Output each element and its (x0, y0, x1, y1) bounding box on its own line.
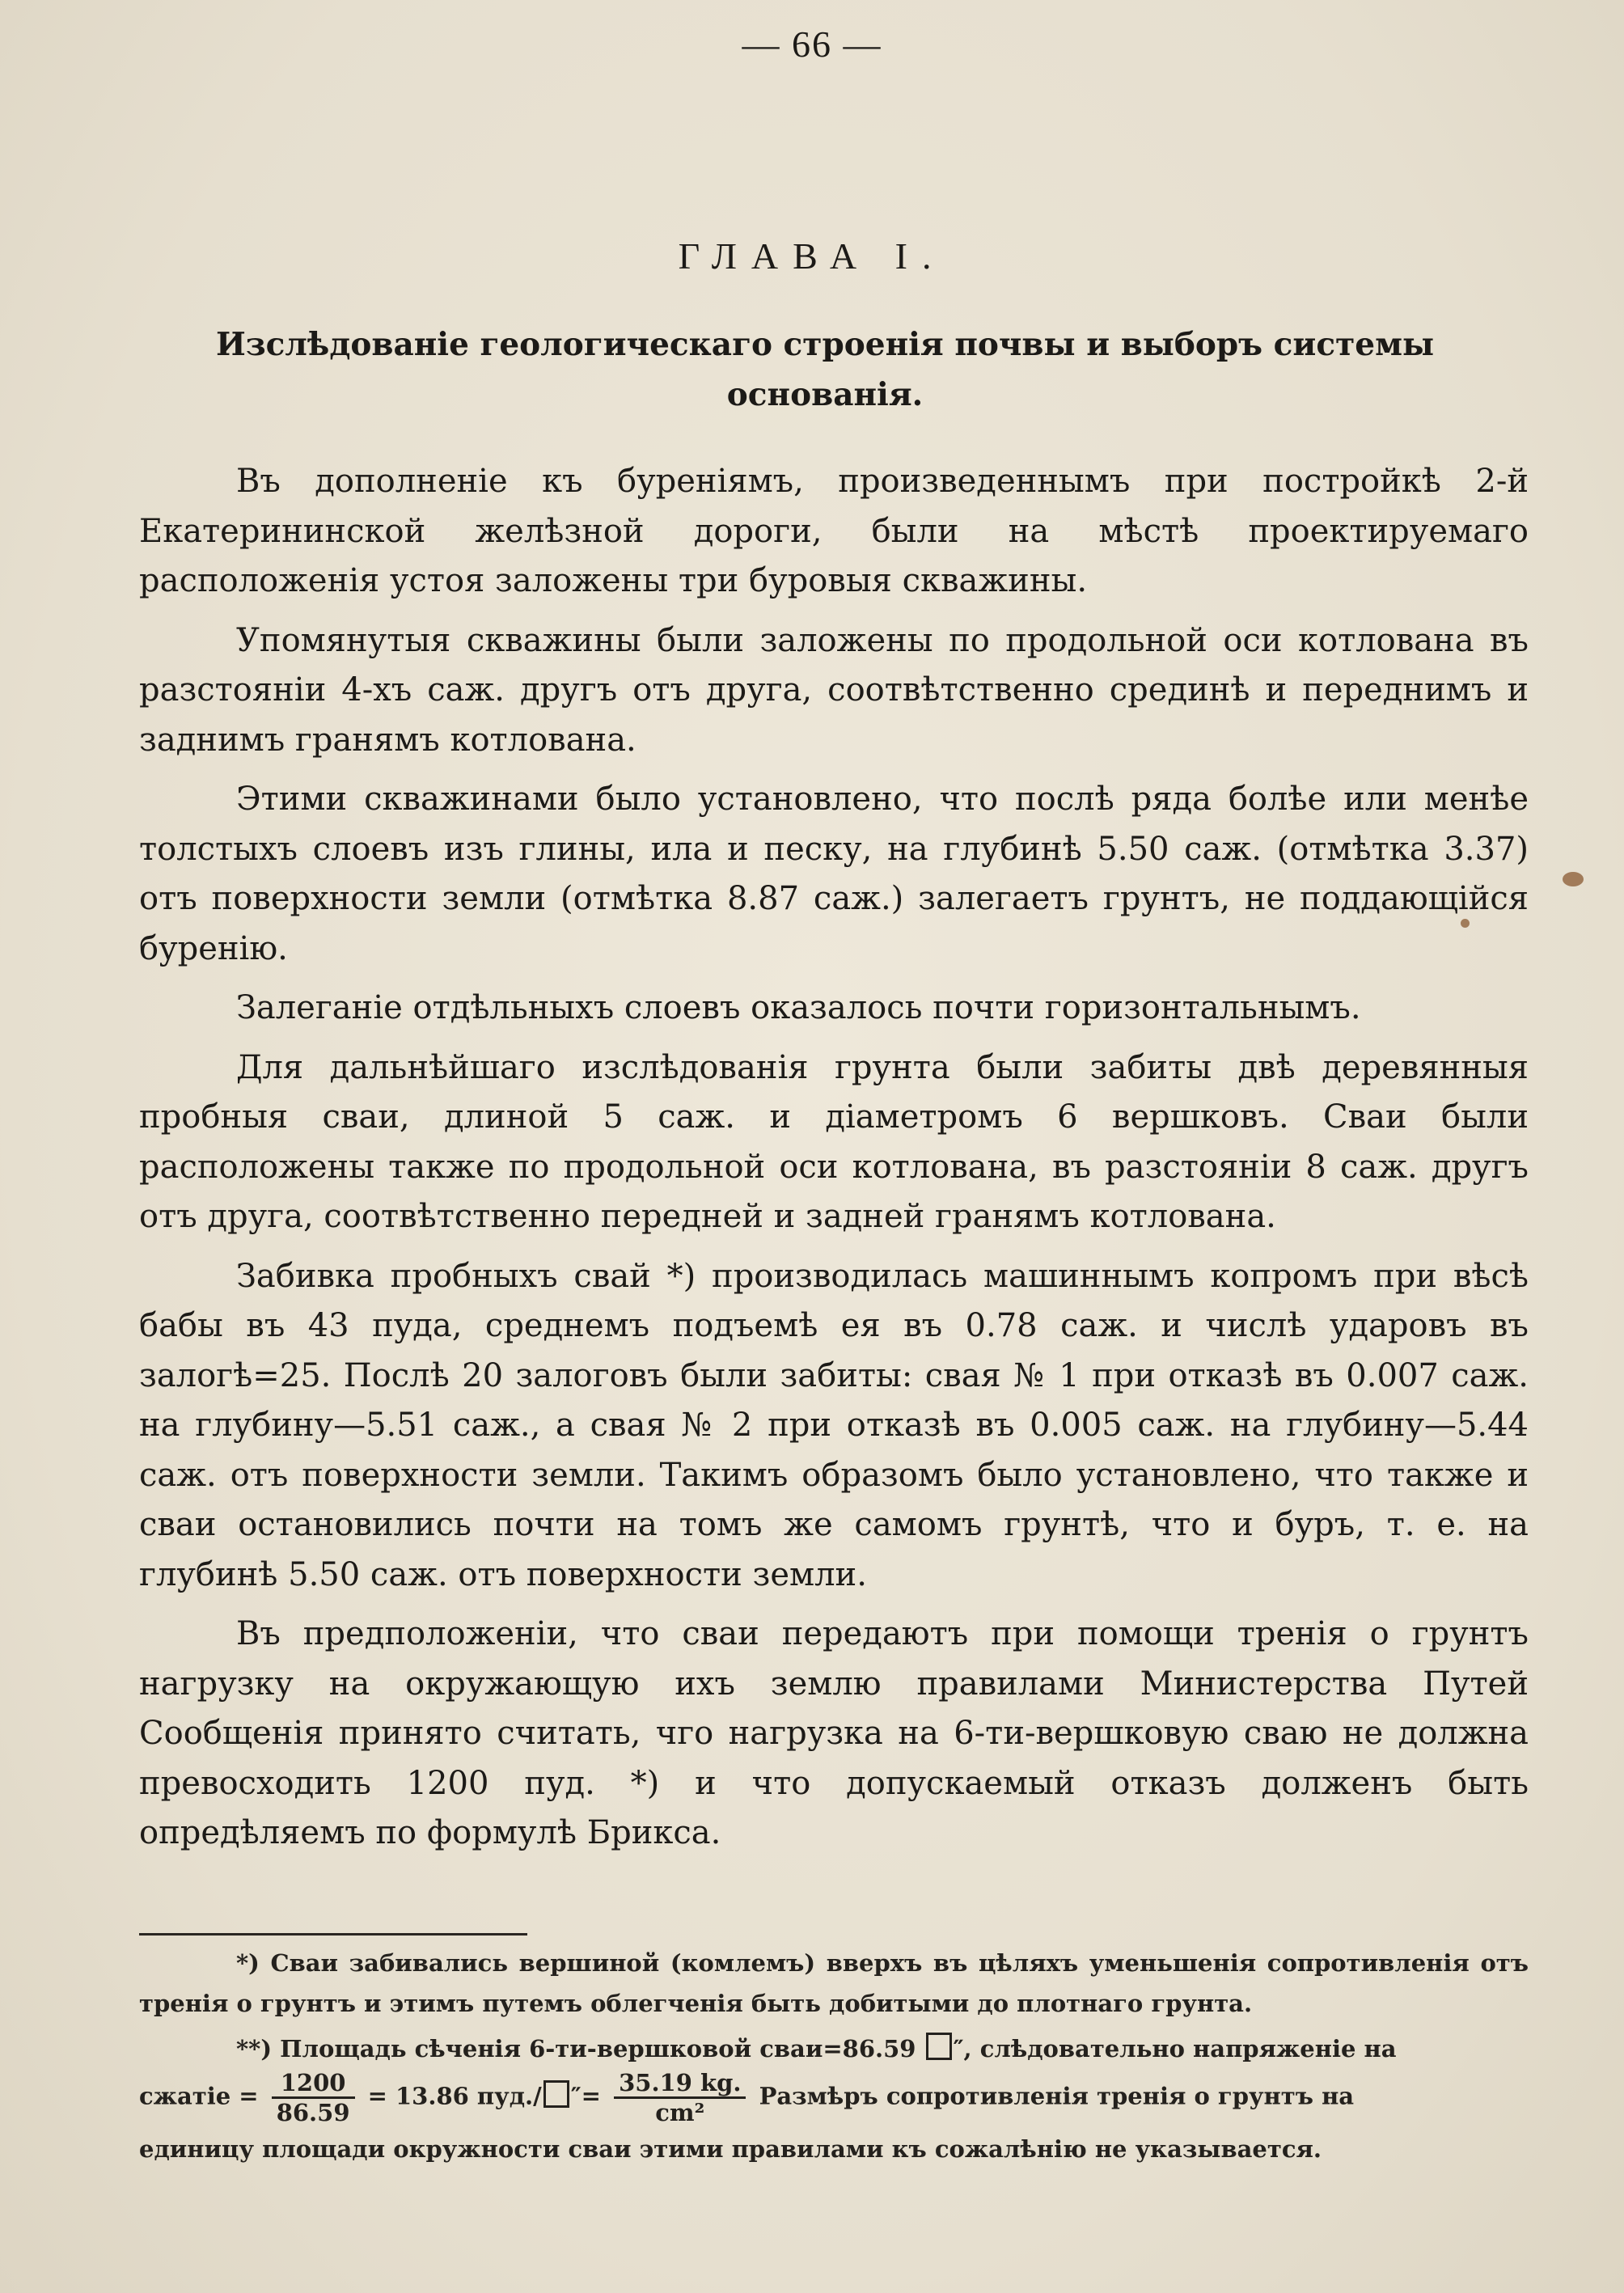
paragraph-7: Въ предположеніи, что сваи передаютъ при помощи тренія о грунтъ нагрузку на окружающую ихъ землю правилами Министерства Путей Сообщенія принято считать, чго нагрузка на 6-ти-вершковую сваю не должна превосходить 1200 пуд. *) и что допускаемый отказъ долженъ быть опредѣляемъ по формулѣ Брикса. (139, 1615, 1529, 1851)
footnote-2-unit: ″, слѣдовательно напряженіе на (953, 2035, 1397, 2062)
footnote-2-intro (139, 2029, 1529, 2069)
page-number: — 66 — (742, 23, 882, 65)
paragraph-2: Упомянутыя скважины были заложены по продольной оси котлована въ разстояніи 4-хъ саж. другъ отъ друга, соотвѣтственно срединѣ и переднимъ и заднимъ гранямъ котлована. (139, 621, 1529, 759)
fraction-1 (272, 2069, 355, 2126)
paragraph-4: Залеганіе отдѣльныхъ слоевъ оказалось почти горизонтальнымъ. (236, 989, 1361, 1026)
paragraph-1: Въ дополненіе къ буреніямъ, произведеннымъ при постройкѣ 2-й Екатерининской желѣзной дороги, были на мѣстѣ проектируемаго расположенія устоя заложены три буровыя скважины. (139, 463, 1529, 599)
fraction-2 (614, 2069, 746, 2126)
fraction-2-numerator: 35.19 kg. (614, 2069, 746, 2099)
ink-dot-decoration (1461, 919, 1470, 928)
formula-prefix: сжатіе = (139, 2082, 259, 2110)
paragraph-5: Для дальнѣйшаго изслѣдованія грунта были забиты двѣ деревянныя пробныя сваи, длиной 5 саж. и діаметромъ 6 вершковъ. Сваи были расположены также по продольной оси котлована, въ разстояніи 8 саж. другъ отъ друга, соотвѣтственно передней и задней гранямъ котлована. (139, 1048, 1529, 1235)
fraction-1-denominator: 86.59 (276, 2099, 350, 2126)
fraction-1-numerator: 1200 (272, 2069, 355, 2099)
body-text (139, 457, 1529, 1868)
formula-mid: = 13.86 пуд./ (367, 2082, 542, 2110)
chapter-heading: ГЛАВА I. (678, 235, 946, 277)
fraction-2-denominator: cm² (655, 2099, 705, 2126)
formula-tail: Размѣръ сопротивленія тренія о грунтъ на (759, 2082, 1355, 2110)
footnote-divider (139, 1933, 527, 1936)
footnote-2-formula (139, 2069, 1529, 2126)
square-symbol-icon (926, 2033, 952, 2060)
paragraph-3: Этими скважинами было установлено, что послѣ ряда болѣе или менѣе толстыхъ слоевъ изъ глины, ила и песку, на глубинѣ 5.50 саж. (отмѣтка 3.37) отъ поверхности земли (отмѣтка 8.87 саж.) залегаетъ грунтъ, не поддающійся буренію. (139, 781, 1529, 967)
footnote-1: *) Сваи забивались вершиной (комлемъ) вверхъ въ цѣляхъ уменьшенія сопротивленія отъ тренія о грунтъ и этимъ путемъ облегченія быть добитыми до плотнаго грунта. (139, 1949, 1529, 2017)
paragraph-6: Забивка пробныхъ свай *) производилась машиннымъ копромъ при вѣсѣ бабы въ 43 пуда, среднемъ подъемѣ ея въ 0.78 саж. и числѣ ударовъ въ залогѣ=25. Послѣ 20 залоговъ были забиты: свая № 1 при отказѣ въ 0.007 саж. на глубину—5.51 саж., а свая № 2 при отказѣ въ 0.005 саж. на глубину—5.44 саж. отъ поверхности земли. Такимъ образомъ было установлено, что также и сваи остановились почти на томъ же самомъ грунтѣ, что и буръ, т. е. на глубинѣ 5.50 саж. отъ поверхности земли. (139, 1257, 1529, 1593)
square-symbol-icon (543, 2080, 569, 2108)
section-title: Изслѣдованіе геологическаго строенія почвы и выборъ системы основанія. (215, 326, 1435, 413)
formula-eq: ″= (570, 2082, 601, 2110)
footnotes (139, 1943, 1529, 2172)
ink-stain-decoration (1563, 872, 1584, 886)
footnote-2-last-line: единицу площади окружности сваи этими правилами къ сожалѣнію не указывается. (139, 2135, 1322, 2163)
footnote-2-text: **) Площадь сѣченія 6-ти-вершковой сваи=86.59 (236, 2035, 916, 2062)
